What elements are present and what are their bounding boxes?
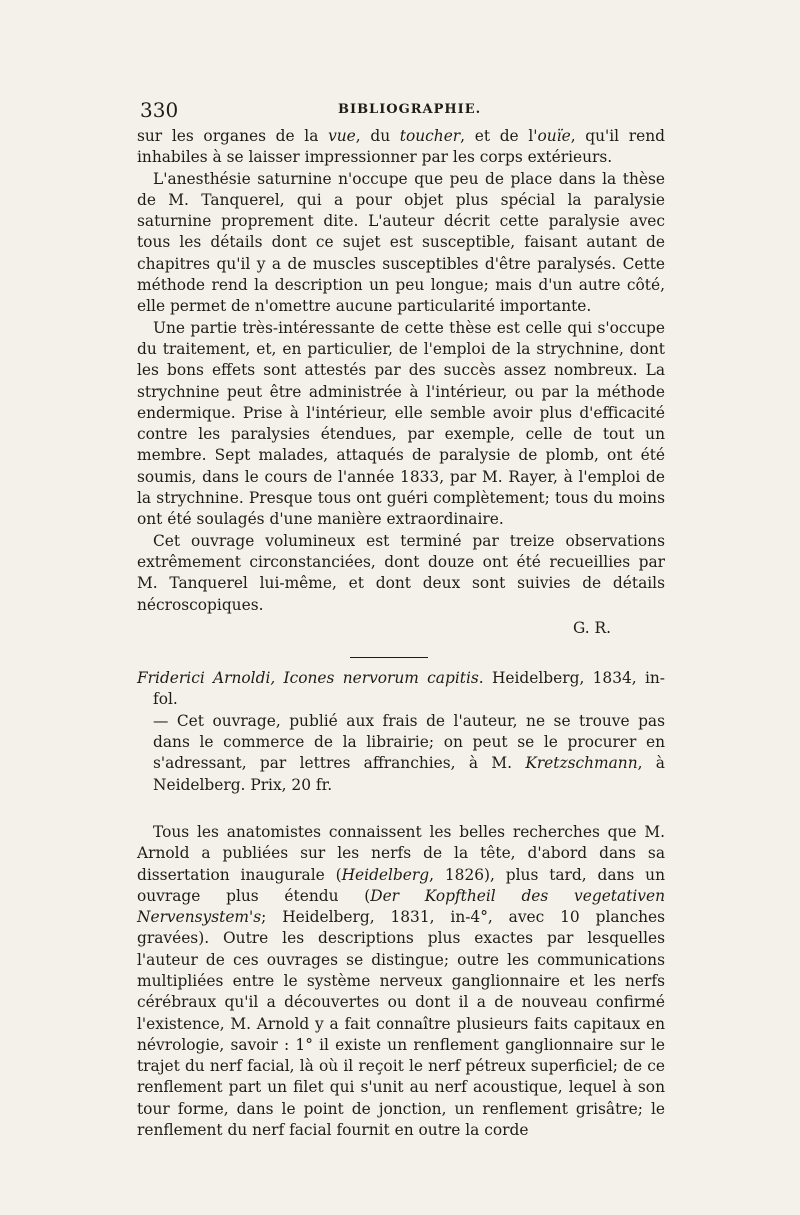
section-divider xyxy=(350,657,428,658)
running-title: BIBLIOGRAPHIE. xyxy=(338,102,482,117)
page-header xyxy=(140,98,660,122)
paragraph-anesthesia: L'anesthésie saturnine n'occupe que peu de place dans la thèse de M. Tanquerel, qui a pour objet plus spécial la paralysie saturnine proprement dite. L'auteur décrit cette paralysie avec tous les détails dont ce sujet est susceptible, faisant autant de chapitres qu'il y a de muscles susceptibles d'être paralysés. Cette méthode rend la description un peu longue; mais d'un autre côté, elle permet de n'omettre aucune particularité importante. xyxy=(137,169,665,316)
body-text xyxy=(137,126,665,1141)
paragraph-treatment: Une partie très-intéressante de cette thèse est celle qui s'occupe du traitement, et, en particulier, de l'emploi de la strychnine, dont les bons effets sont attestés par des succès assez nombreux. La strychnine peut être administrée à l'intérieur, ou par la méthode endermique. Prise à l'intérieur, elle semble avoir plus d'efficacité contre les paralysies étendues, par exemple, celle de tout un membre. Sept malades, attaqués de paralysie de plomb, ont été soumis, dans le cours de l'année 1833, par M. Rayer, à l'emploi de la strychnine. Presque tous ont guéri complètement; tous du moins ont été soulagés d'une manière extraordinaire. xyxy=(137,318,665,529)
review-entry-citation: Friderici Arnoldi, Icones nervorum capitis. Heidelberg, 1834, in-fol. — Cet ouvrage, publié aux frais de l'auteur, ne se trouve pas dans le commerce de la librairie; on peut se le procurer en s'adressant, par lettres affranchies, à M. Kretzschmann, à Neidelberg. Prix, 20 fr. xyxy=(137,669,665,794)
spacer xyxy=(137,796,665,822)
page-number: 330 xyxy=(140,98,179,122)
paragraph-review-body: Tous les anatomistes connaissent les belles recherches que M. Arnold a publiées sur les nerfs de la tête, d'abord dans sa dissertation inaugurale (Heidelberg, 1826), plus tard, dans un ouvrage plus étendu (Der Kopftheil des vegetativen Nervensystem's; Heidelberg, 1831, in-4°, avec 10 planches gravées). Outre les descriptions plus exactes par lesquelles l'auteur de ces ouvrages se distingue; outre les communications multipliées entre le système nerveux ganglionnaire et les nerfs cérébraux qu'il a découvertes ou dont il a de nouveau confirmé l'existence, M. Arnold y a fait connaître plusieurs faits capitaux en névrologie, savoir : 1° il existe un renflement ganglionnaire sur le trajet du nerf facial, là où il reçoit le nerf pétreux superficiel; de ce renflement part un filet qui s'unit au nerf acoustique, lequel à son tour forme, dans le point de jonction, un renflement grisâtre; le renflement du nerf facial fournit en outre la corde xyxy=(137,822,665,1140)
paragraph-conclusion: Cet ouvrage volumineux est terminé par treize observations extrêmement circonstanciées, dont douze ont été recueillies par M. Tanquerel lui-même, et dont deux sont suivies de détails nécroscopiques. xyxy=(137,531,665,614)
signature: G. R. xyxy=(572,618,611,637)
paragraph-continuation: sur les organes de la vue, du toucher, et de l'ouïe, qu'il rend inhabiles à se laisser impressionner par les corps extérieurs. xyxy=(137,127,666,167)
